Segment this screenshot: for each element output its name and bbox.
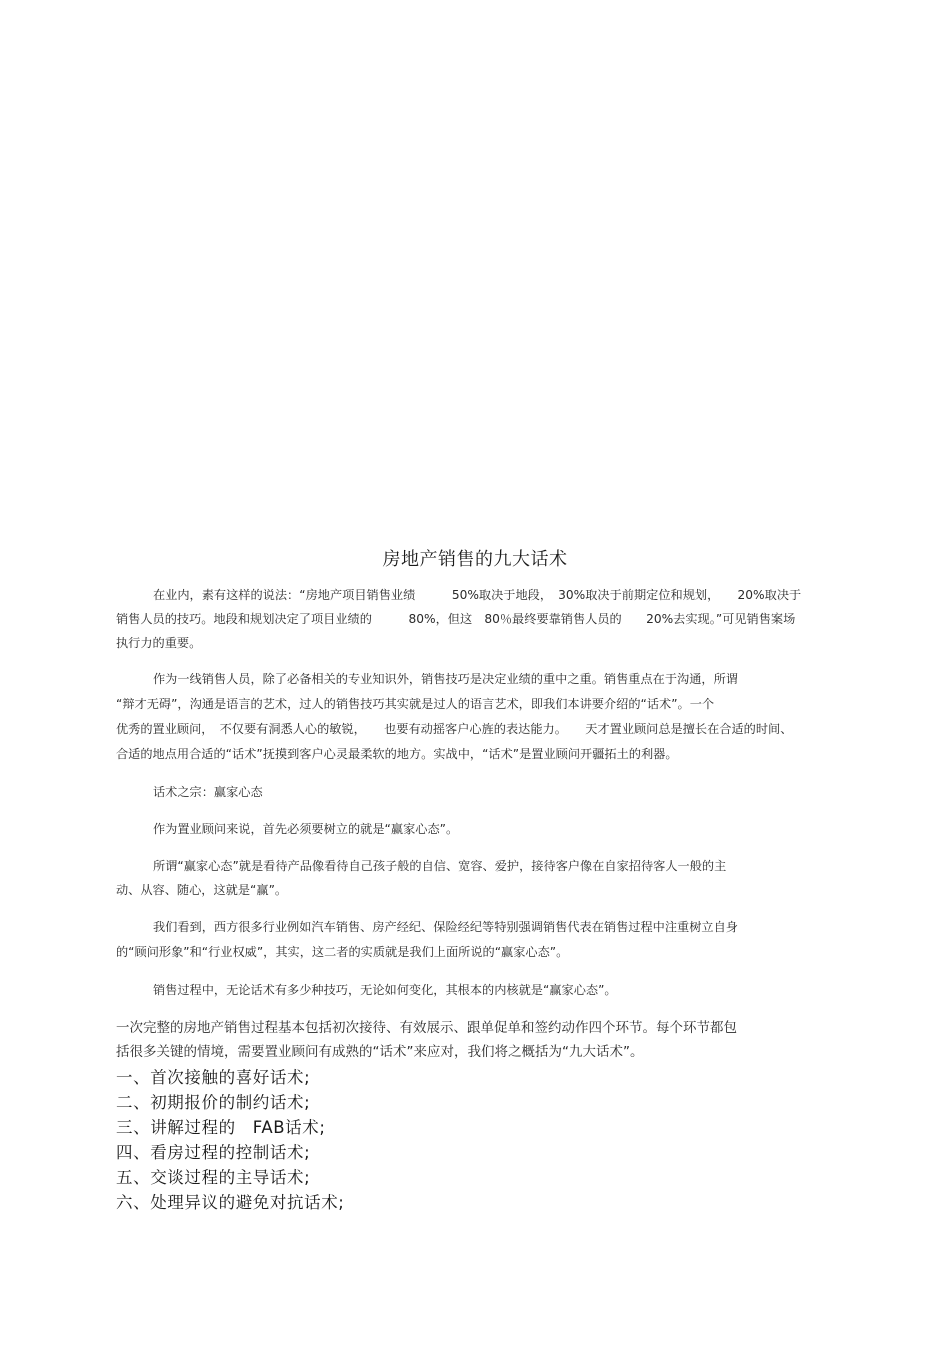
paragraph-line: “辩才无碍”，沟通是语言的艺术，过人的销售技巧其实就是过人的语言艺术，即我们本讲要介绍的“话术”。一个 (116, 697, 715, 711)
list-item: 二、初期报价的制约话术; (116, 1093, 311, 1112)
list-item: 三、讲解过程的 FAB话术; (116, 1118, 326, 1137)
paragraph-line: 所谓“赢家心态”就是看待产品像看待自己孩子般的自信、宽容、爱护，接待客户像在自家招待客人一般的主 (153, 859, 727, 873)
list-item: 六、处理异议的避免对抗话术; (116, 1193, 345, 1212)
paragraph-line: 执行力的重要。 (116, 636, 202, 650)
section-heading: 话术之宗：赢家心态 (153, 785, 263, 799)
paragraph-line: 合适的地点用合适的“话术”抚摸到客户心灵最柔软的地方。实战中，“话术”是置业顾问开疆拓土的利器。 (116, 747, 678, 761)
paragraph-line: 作为一线销售人员，除了必备相关的专业知识外，销售技巧是决定业绩的重中之重。销售重点在于沟通，所谓 (153, 672, 738, 686)
list-item: 五、交谈过程的主导话术; (116, 1168, 311, 1187)
paragraph-line: 在业内，素有这样的说法：“房地产项目销售业绩 50%取决于地段， 30%取决于前期定位和规划， 20%取决于 (153, 588, 802, 602)
paragraph-line: 销售过程中，无论话术有多少种技巧，无论如何变化，其根本的内核就是“赢家心态”。 (153, 983, 617, 997)
paragraph-line: 作为置业顾问来说，首先必须要树立的就是“赢家心态”。 (153, 822, 459, 836)
list-item: 一、首次接触的喜好话术; (116, 1068, 311, 1087)
paragraph-line: 优秀的置业顾问， 不仅要有洞悉人心的敏锐， 也要有动摇客户心旌的表达能力。 天才置业顾问总是擅长在合适的时间、 (116, 722, 793, 736)
paragraph-line: 我们看到，西方很多行业例如汽车销售、房产经纪、保险经纪等特别强调销售代表在销售过程中注重树立自身 (153, 920, 738, 934)
paragraph-line: 一次完整的房地产销售过程基本包括初次接待、有效展示、跟单促单和签约动作四个环节。每个环节都包 (116, 1020, 737, 1036)
paragraph-line: 销售人员的技巧。地段和规划决定了项目业绩的 80%，但这 80％最终要靠销售人员的 20%去实现。”可见销售案场 (116, 612, 796, 626)
paragraph-line: 动、从容、随心，这就是“赢”。 (116, 883, 288, 897)
paragraph-line: 的“顾问形象”和“行业权威”，其实，这二者的实质就是我们上面所说的“赢家心态”。 (116, 945, 569, 959)
paragraph-line: 括很多关键的情境，需要置业顾问有成熟的“话术”来应对，我们将之概括为“九大话术”。 (116, 1044, 644, 1060)
list-item: 四、看房过程的控制话术; (116, 1143, 311, 1162)
document-title: 房地产销售的九大话术 (382, 549, 568, 570)
